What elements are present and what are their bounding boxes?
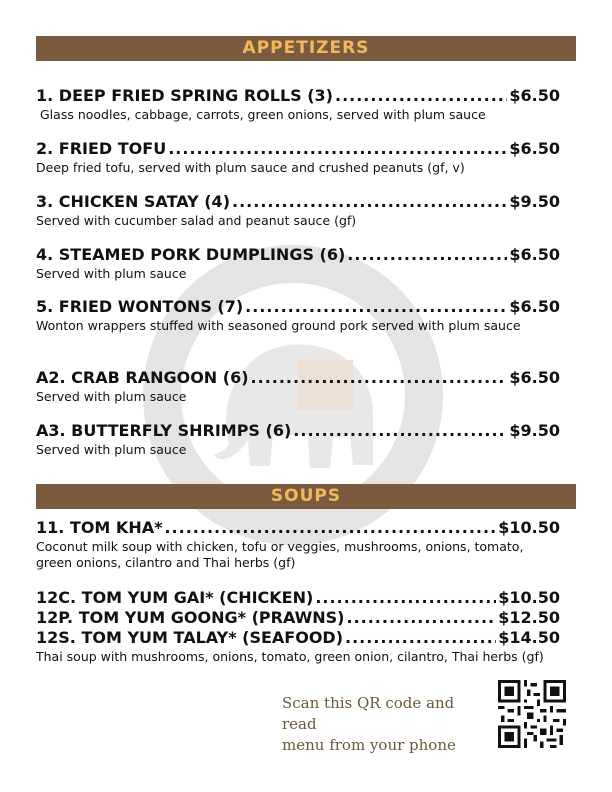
item-description: Served with plum sauce: [36, 442, 187, 457]
item-name: 11. TOM KHA*: [36, 518, 163, 537]
item-description: Served with plum sauce: [36, 266, 187, 281]
item-name: 5. FRIED WONTONS (7): [36, 297, 244, 316]
item-price: $9.50: [509, 421, 560, 440]
item-name: A3. BUTTERFLY SHRIMPS (6): [36, 421, 292, 440]
menu-item: [36, 86, 560, 123]
item-price: $6.50: [509, 245, 560, 264]
item-price: $9.50: [509, 192, 560, 211]
menu-item: [36, 139, 560, 176]
item-description: Thai soup with mushrooms, onions, tomato, green onion, cilantro, Thai herbs (gf): [36, 649, 544, 664]
item-description: Glass noodles, cabbage, carrots, green onions, served with plum sauce: [40, 107, 486, 122]
item-price: $6.50: [509, 139, 560, 158]
qr-text-line2: menu from your phone: [282, 736, 456, 754]
item-name: 1. DEEP FRIED SPRING ROLLS (3): [36, 86, 333, 105]
item-price: $6.50: [509, 86, 560, 105]
qr-code-icon[interactable]: [498, 680, 566, 748]
menu-item: [36, 368, 560, 405]
menu-item: [36, 421, 560, 458]
item-name: 3. CHICKEN SATAY (4): [36, 192, 230, 211]
item-description: Deep fried tofu, served with plum sauce and crushed peanuts (gf, v): [36, 160, 465, 175]
item-price: $6.50: [509, 297, 560, 316]
menu-item-group: [36, 588, 560, 665]
item-price: $14.50: [498, 628, 560, 647]
item-name: 12P. TOM YUM GOONG* (PRAWNS): [36, 608, 345, 627]
item-price: $10.50: [498, 518, 560, 537]
item-description: Served with plum sauce: [36, 389, 187, 404]
item-name: 4. STEAMED PORK DUMPLINGS (6): [36, 245, 346, 264]
item-name: 2. FRIED TOFU: [36, 139, 167, 158]
item-price: $10.50: [498, 588, 560, 607]
menu-item: [36, 245, 560, 282]
item-name: A2. CRAB RANGOON (6): [36, 368, 249, 387]
item-name: 12S. TOM YUM TALAY* (SEAFOOD): [36, 628, 344, 647]
menu-item: [36, 518, 560, 571]
qr-instructions: [282, 693, 492, 756]
item-price: $12.50: [498, 608, 560, 627]
menu-item: [36, 192, 560, 229]
item-description: Wonton wrappers stuffed with seasoned ground pork served with plum sauce: [36, 318, 521, 333]
item-name: 12C. TOM YUM GAI* (CHICKEN): [36, 588, 314, 607]
item-price: $6.50: [509, 368, 560, 387]
menu-item: [36, 297, 560, 334]
appetizers-header: APPETIZERS: [36, 36, 576, 61]
qr-text-line1: Scan this QR code and read: [282, 694, 455, 733]
item-description: Coconut milk soup with chicken, tofu or veggies, mushrooms, onions, tomato, green onions, cilantro and Thai herbs (gf): [36, 539, 524, 570]
item-description: Served with cucumber salad and peanut sauce (gf): [36, 213, 357, 228]
soups-header: SOUPS: [36, 484, 576, 509]
